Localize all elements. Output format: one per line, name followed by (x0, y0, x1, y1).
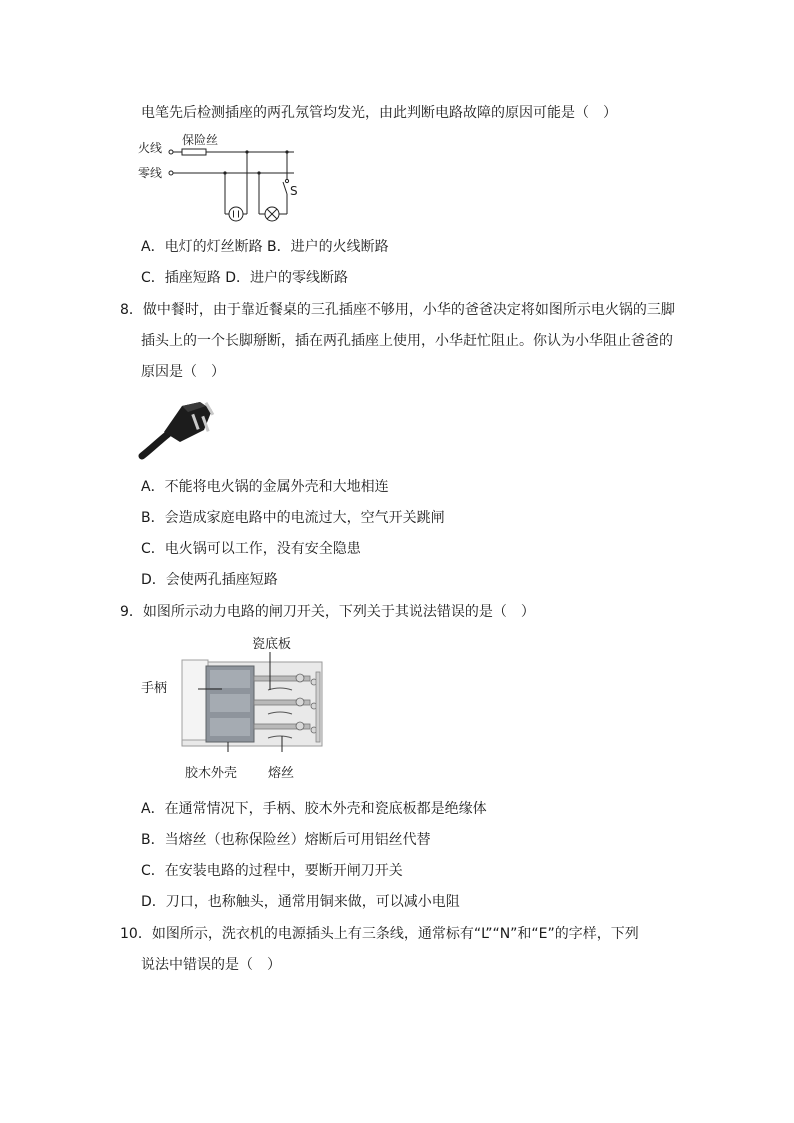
porcelain-base-label: 瓷底板 (252, 637, 292, 652)
live-wire-label: 火线 (138, 141, 163, 155)
switch-icon (283, 182, 287, 194)
q9-option-a: A．在通常情况下，手柄、胶木外壳和瓷底板都是绝缘体 (141, 801, 487, 817)
q7-options-ab: A．电灯的灯丝断路 B．进户的火线断路 (141, 239, 389, 255)
handle-label: 手柄 (141, 681, 168, 696)
q8-option-a: A．不能将电火锅的金属外壳和大地相连 (141, 479, 389, 495)
three-pin-plug-image (138, 392, 228, 462)
q10-stem-line2: 说法中错误的是（ ） (141, 957, 281, 973)
bakelite-cover-label: 胶木外壳 (185, 766, 238, 781)
q8-option-b: B．会造成家庭电路中的电流过大，空气开关跳闸 (141, 510, 445, 526)
q8-stem-line2: 插头上的一个长脚掰断，插在两孔插座上使用，小华赶忙阻止。你认为小华阻止爸爸的 (141, 333, 673, 349)
q8-stem-line3: 原因是（ ） (141, 364, 225, 380)
socket-icon (229, 207, 243, 221)
q9-option-c: C．在安装电路的过程中，要断开闸刀开关 (141, 863, 403, 879)
q9-stem-line1: 9．如图所示动力电路的闸刀开关，下列关于其说法错误的是（ ） (120, 604, 535, 620)
fuse-label: 保险丝 (182, 133, 219, 147)
q8-option-d: D．会使两孔插座短路 (141, 572, 278, 588)
q7-stem-text: 电笔先后检测插座的两孔氖管均发光，由此判断电路故障的原因可能是（ ） (141, 105, 617, 121)
q9-option-d: D．刀口，也称触头，通常用铜来做，可以减小电阻 (141, 894, 460, 910)
knife-switch-image (170, 652, 330, 752)
switch-label: S (290, 184, 298, 198)
fuse-wire-label: 熔丝 (268, 766, 295, 781)
circuit-diagram (138, 132, 303, 224)
q10-stem-line1: 10．如图所示，洗衣机的电源插头上有三条线，通常标有“L”“N”和“E”的字样，下列 (120, 926, 639, 942)
q8-option-c: C．电火锅可以工作，没有安全隐患 (141, 541, 361, 557)
fuse-element (182, 149, 206, 155)
neutral-wire-label: 零线 (138, 166, 163, 180)
q9-option-b: B．当熔丝（也称保险丝）熔断后可用铝丝代替 (141, 832, 431, 848)
q8-stem-line1: 8．做中餐时，由于靠近餐桌的三孔插座不够用，小华的爸爸决定将如图所示电火锅的三脚 (120, 302, 675, 318)
q7-options-cd: C．插座短路 D．进户的零线断路 (141, 270, 349, 286)
